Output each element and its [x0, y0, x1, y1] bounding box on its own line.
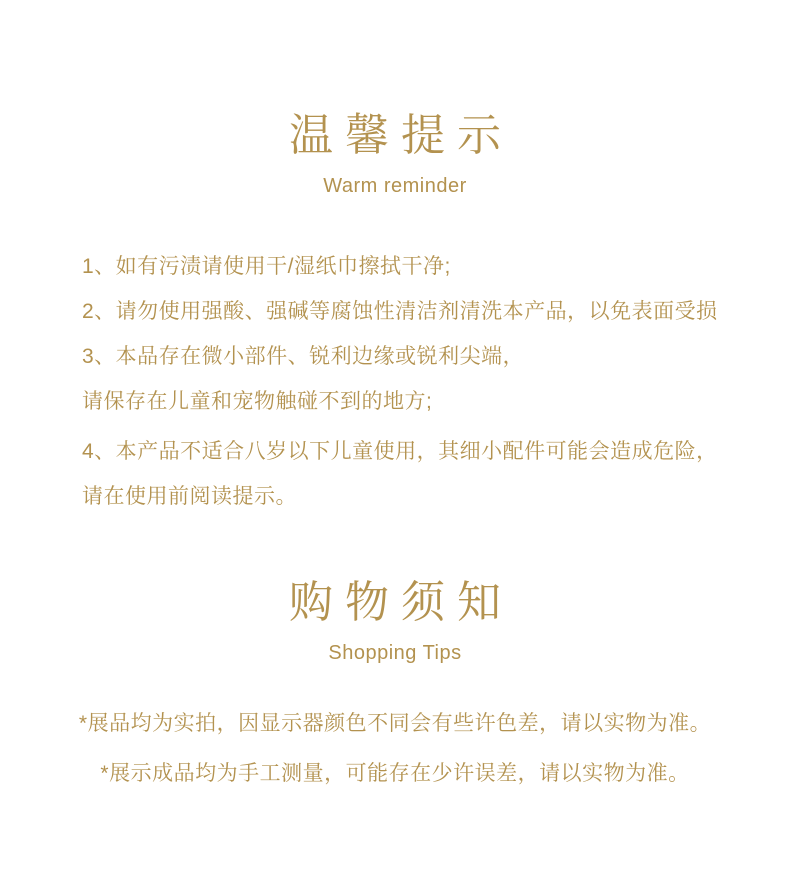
- notice-line-3-continued: 请保存在儿童和宠物触碰不到的地方;: [82, 390, 433, 413]
- notice-line-1: 1、如有污渍请使用干/湿纸巾擦拭干净;: [82, 255, 451, 278]
- notice-line-3: 3、本品存在微小部件、锐利边缘或锐利尖端，: [82, 345, 525, 368]
- shopping-tips-title: 购物须知: [289, 578, 513, 627]
- warm-reminder-subtitle: Warm reminder: [323, 175, 467, 197]
- notice-line-4-continued: 请在使用前阅读提示。: [82, 485, 297, 508]
- shopping-tips-subtitle: Shopping Tips: [328, 642, 462, 664]
- warm-reminder-title: 温馨提示: [289, 111, 513, 160]
- notice-line-2: 2、请勿使用强酸、强碱等腐蚀性清洁剂清洗本产品，以免表面受损: [82, 300, 718, 323]
- warm-reminder-list: [0, 244, 790, 519]
- shopping-note-1: *展品均为实拍，因显示器颜色不同会有些许色差，请以实物为准。: [78, 712, 712, 735]
- shopping-tips-notes: [0, 699, 790, 799]
- notice-line-4: 4、本产品不适合八岁以下儿童使用，其细小配件可能会造成危险，: [82, 440, 718, 463]
- shopping-note-2: *展示成品均为手工测量，可能存在少许误差，请以实物为准。: [100, 762, 690, 785]
